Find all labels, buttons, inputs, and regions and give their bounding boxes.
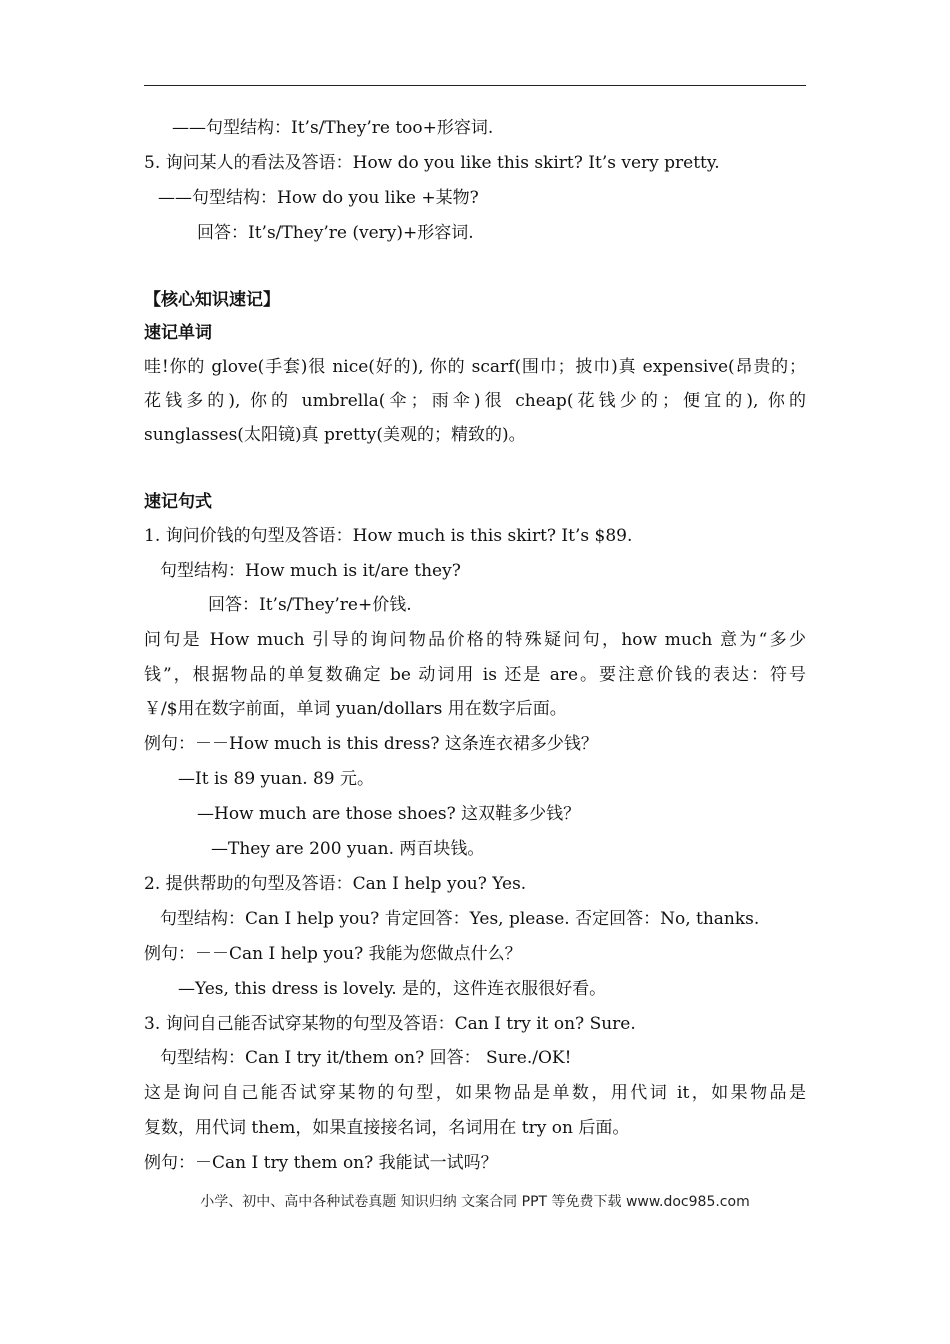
text-line: 句型结构：How much is it/are they? xyxy=(160,561,461,581)
paragraph-line: 钱”，根据物品的单复数确定 be 动词用 is 还是 are。要注意价钱的表达：符号 xyxy=(144,665,806,685)
subsection-heading: 速记单词 xyxy=(144,323,212,343)
text-line: ——句型结构：It’s/They’re too+形容词. xyxy=(172,118,494,138)
text-line: 回答：It’s/They’re+价钱. xyxy=(208,595,412,615)
text-line: ——句型结构：How do you like +某物? xyxy=(158,188,479,208)
paragraph-line: sunglasses(太阳镜)真 pretty(美观的；精致的)。 xyxy=(144,425,526,445)
example-line: 例句：－－How much is this dress? 这条连衣裙多少钱？ xyxy=(144,734,598,754)
paragraph-line: 这是询问自己能否试穿某物的句型，如果物品是单数，用代词 it，如果物品是 xyxy=(144,1083,806,1103)
example-line: —They are 200 yuan. 两百块钱。 xyxy=(211,839,485,859)
paragraph-line: 花钱多的), 你的 umbrella(伞；雨伞)很 cheap(花钱少的；便宜的), 你的 xyxy=(144,391,806,411)
example-line: 例句：－－Can I help you? 我能为您做点什么？ xyxy=(144,944,522,964)
example-line: —It is 89 yuan. 89 元。 xyxy=(178,769,375,789)
page-footer: 小学、初中、高中各种试卷真题 知识归纳 文案合同 PPT 等免费下载 www.doc985.com xyxy=(200,1194,750,1210)
text-line: 5. 询问某人的看法及答语：How do you like this skirt? It’s very pretty. xyxy=(144,153,720,173)
text-line: 句型结构：Can I try it/them on? 回答： Sure./OK! xyxy=(160,1048,572,1068)
paragraph-line: 复数，用代词 them，如果直接接名词，名词用在 try on 后面。 xyxy=(144,1118,630,1138)
example-line: 例句：－Can I try them on? 我能试一试吗？ xyxy=(144,1153,498,1173)
paragraph-line: 哇!你的 glove(手套)很 nice(好的), 你的 scarf(围巾；披巾)真 expensive(昂贵的； xyxy=(144,357,806,377)
text-line: 句型结构：Can I help you? 肯定回答：Yes, please. 否定回答：No, thanks. xyxy=(160,909,760,929)
text-line: 回答：It’s/They’re (very)+形容词. xyxy=(197,223,474,243)
text-line: 3. 询问自己能否试穿某物的句型及答语：Can I try it on? Sure. xyxy=(144,1014,636,1034)
paragraph-line: ￥/$用在数字前面，单词 yuan/dollars 用在数字后面。 xyxy=(144,699,567,719)
text-line: 1. 询问价钱的句型及答语：How much is this skirt? It’s $89. xyxy=(144,526,633,546)
header-rule xyxy=(144,85,806,86)
subsection-heading: 速记句式 xyxy=(144,492,212,512)
text-line: 2. 提供帮助的句型及答语：Can I help you? Yes. xyxy=(144,874,527,894)
example-line: —Yes, this dress is lovely. 是的，这件连衣服很好看。 xyxy=(178,979,607,999)
section-heading: 【核心知识速记】 xyxy=(144,290,280,310)
paragraph-line: 问句是 How much 引导的询问物品价格的特殊疑问句，how much 意为“多少 xyxy=(144,630,806,650)
example-line: —How much are those shoes? 这双鞋多少钱？ xyxy=(197,804,581,824)
